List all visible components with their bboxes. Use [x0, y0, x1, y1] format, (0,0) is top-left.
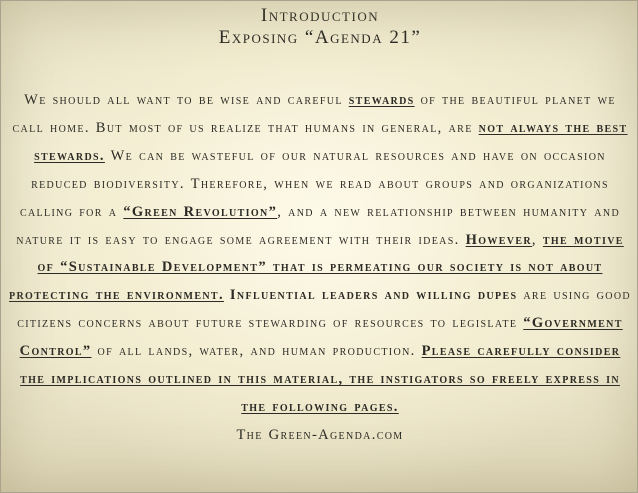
government-control-emphasis: “Government Control” [19, 315, 623, 360]
body-text-3: We can be wasteful of our natural resources and have on occasion reduced biodiversity. Therefore, when we read about groups and organizations calling for a [19, 147, 609, 220]
body-text-4: , and a new relationship between humanity and nature it is easy to engage some agreement with their ideas. [16, 203, 621, 248]
however-emphasis: However [465, 231, 532, 248]
green-revolution-emphasis: “Green Revolution” [123, 203, 278, 220]
stewards-emphasis: stewards [348, 92, 415, 108]
slide-title: Introduction [260, 5, 380, 26]
body-text-1: We should all want to be wise and careful [24, 92, 349, 108]
motive-emphasis: the motive of “Sustainable Development” that is permeating our society is not about protecting the environment. [9, 231, 624, 304]
body-text-5: , [531, 231, 543, 248]
influential-emphasis: Influential leaders and willing dupes [229, 287, 518, 304]
title-block [1, 5, 638, 49]
body-text-8: of all lands, water, and human production. [91, 343, 422, 360]
body-text-2: of the beautiful planet we call home. But most of us realize that humans in general, are [12, 92, 616, 136]
slide-subtitle: Exposing “Agenda 21” [218, 27, 422, 48]
body-text-7: are using good citizens concerns about future stewarding of resources to legislate [17, 287, 631, 332]
body-paragraph [7, 87, 633, 450]
source-credit: The Green-Agenda.com [236, 426, 404, 443]
please-consider-emphasis: Please carefully consider the implications outlined in this material, the instigators so freely express in the following pages. [20, 343, 621, 415]
not-always-emphasis: not always the best stewards. [34, 119, 628, 164]
